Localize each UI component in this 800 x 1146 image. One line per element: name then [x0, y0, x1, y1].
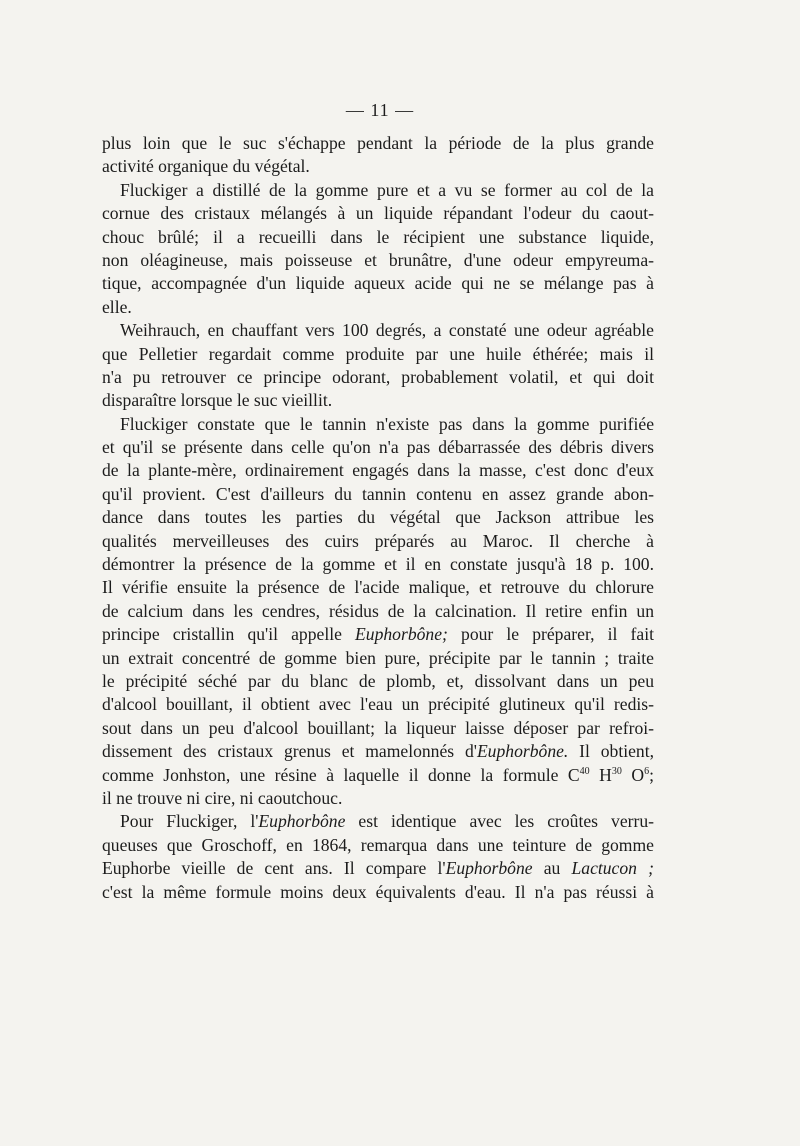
text-line: chouc brûlé; il a recueilli dans le récipient une substance liquide,	[102, 226, 654, 247]
text-line: disparaître lorsque le suc vieillit.	[102, 390, 333, 411]
text-segment: pour le préparer, il fait	[461, 624, 654, 645]
text-segment: au	[543, 858, 561, 879]
text-line: démontrer la présence de la gomme et il en constate jusqu'à 18 p. 100.	[102, 554, 654, 575]
formula-element: O	[631, 764, 645, 785]
text-segment: principe cristallin qu'il appelle	[102, 624, 342, 645]
formula-element: H	[599, 764, 612, 785]
text-line: Fluckiger a distillé de la gomme pure et a vu se former au col de la	[120, 179, 654, 200]
italic-term: Euphorbône.	[476, 741, 569, 762]
italic-term: Lactucon ;	[571, 858, 654, 879]
text-line: et qu'il se présente dans celle qu'on n'a pas débarrassée des débris divers	[102, 437, 654, 458]
text-segment: Euphorbe vieille de cent ans. Il compare l'	[102, 858, 446, 879]
body-text	[102, 132, 654, 904]
text-line: Weihrauch, en chauffant vers 100 degrés, a constaté une odeur agréable	[120, 320, 654, 341]
text-line: il ne trouve ni cire, ni caoutchouc.	[102, 787, 343, 808]
text-line: c'est la même formule moins deux équivalents d'eau. Il n'a pas réussi à	[102, 881, 654, 902]
text-line: elle.	[102, 296, 132, 317]
text-line: qualités merveilleuses des cuirs préparés au Maroc. Il cherche à	[102, 530, 654, 551]
text-line	[102, 857, 654, 880]
text-line: tique, accompagnée d'un liquide aqueux acide qui ne se mélange pas à	[102, 273, 654, 294]
italic-term: Euphorbône	[445, 858, 533, 879]
text-line	[102, 623, 654, 646]
italic-term: Euphorbône	[258, 811, 346, 832]
text-segment: Pour Fluckiger, l'	[120, 811, 259, 832]
text-line: queuses que Groschoff, en 1864, remarqua dans une teinture de gomme	[102, 834, 654, 855]
text-line	[102, 810, 654, 833]
text-line: le précipité séché par du blanc de plomb, et, dissolvant dans un peu	[102, 670, 654, 691]
formula-superscript: 30	[611, 765, 622, 777]
text-line: de calcium dans les cendres, résidus de la calcination. Il retire enfin un	[102, 600, 654, 621]
text-line: activité organique du végétal.	[102, 156, 310, 177]
text-segment: est identique avec les croûtes verru-	[358, 811, 654, 832]
text-segment: ;	[649, 764, 654, 785]
formula-superscript: 6	[644, 765, 650, 777]
text-segment: comme Jonhston, une résine à laquelle il donne la formule C	[102, 764, 580, 785]
text-line: n'a pu retrouver ce principe odorant, probablement volatil, et qui doit	[102, 366, 654, 387]
text-line: plus loin que le suc s'échappe pendant la période de la plus grande	[102, 133, 654, 153]
text-line: qu'il provient. C'est d'ailleurs du tannin contenu en assez grande abon-	[102, 483, 654, 504]
text-line: Il vérifie ensuite la présence de l'acide malique, et retrouve du chlorure	[102, 577, 654, 598]
formula-superscript: 40	[579, 765, 590, 777]
italic-term: Euphorbône;	[355, 624, 448, 645]
text-line: d'alcool bouillant, il obtient avec l'eau un précipité glutineux qu'il redis-	[102, 694, 654, 715]
text-line: de la plante-mère, ordinairement engagés dans la masse, c'est donc d'eux	[102, 460, 654, 481]
page-number: — 11 —	[345, 100, 415, 120]
text-line	[102, 740, 654, 763]
text-line: dance dans toutes les parties du végétal que Jackson attribue les	[102, 507, 654, 528]
text-line: Fluckiger constate que le tannin n'existe pas dans la gomme purifiée	[120, 413, 654, 434]
text-line: que Pelletier regardait comme produite par une huile éthérée; mais il	[102, 343, 654, 364]
text-line: sout dans un peu d'alcool bouillant; la liqueur laisse déposer par refroi-	[102, 717, 654, 738]
text-line: un extrait concentré de gomme bien pure, précipite par le tannin ; traite	[102, 647, 654, 668]
formula-line	[102, 764, 654, 787]
text-line: cornue des cristaux mélangés à un liquide répandant l'odeur du caout-	[102, 203, 654, 224]
text-segment: Il obtient,	[579, 741, 654, 762]
text-line: non oléagineuse, mais poisseuse et brunâtre, d'une odeur empyreuma-	[102, 249, 654, 270]
text-segment: dissement des cristaux grenus et mamelonnés d'	[102, 741, 477, 762]
